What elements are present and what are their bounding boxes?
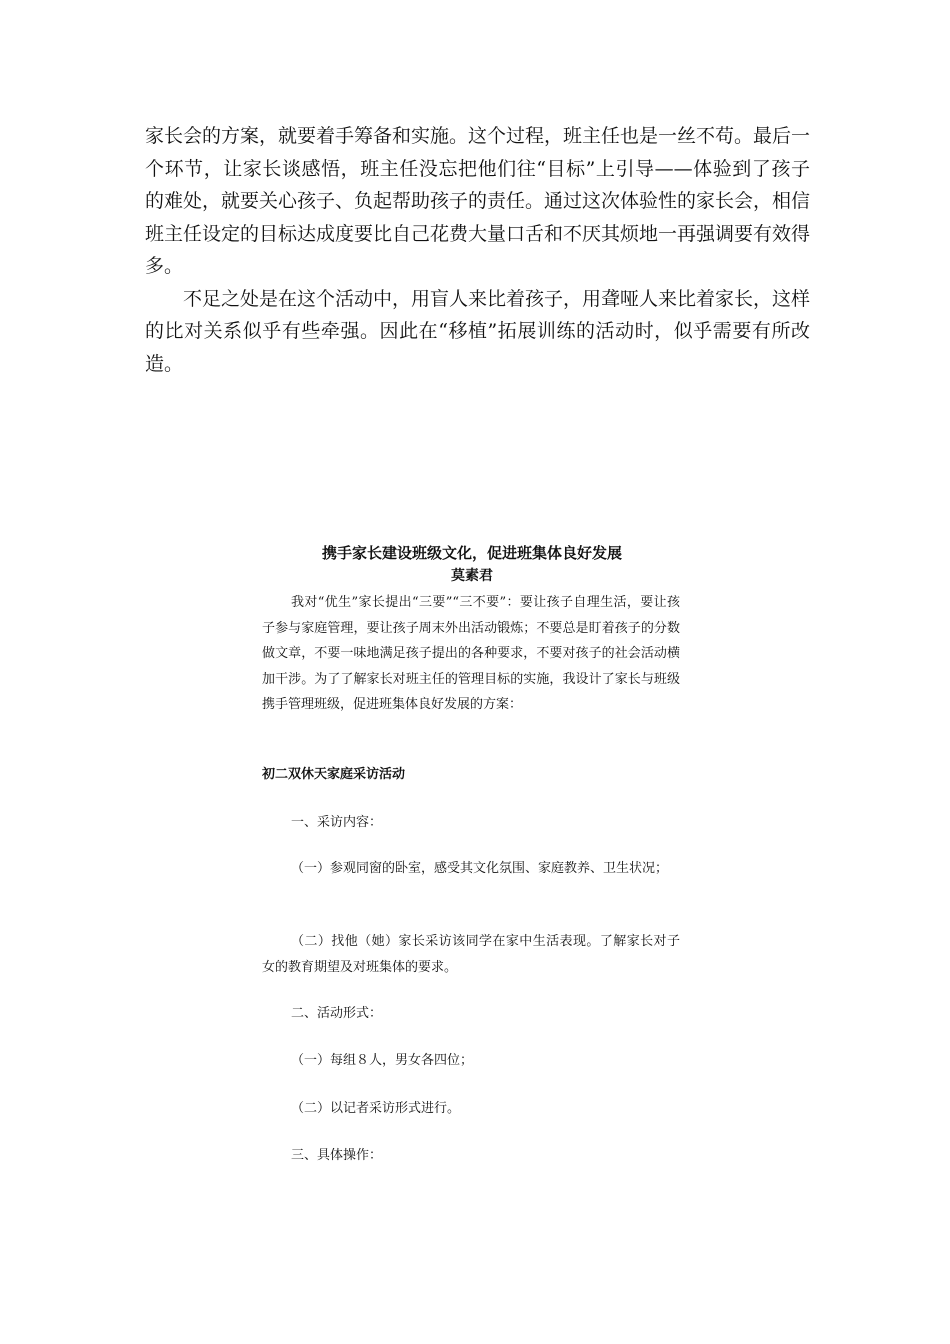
article-title: 携手家长建设班级文化，促进班集体良好发展 (321, 544, 622, 562)
list-item (262, 1048, 680, 1074)
section (262, 810, 680, 836)
section (262, 1143, 680, 1169)
section (262, 1001, 680, 1027)
previous-article-continuation (145, 120, 810, 380)
paragraph: 不足之处是在这个活动中，用盲人来比着孩子，用聋哑人来比着家长，这样的比对关系似乎有些牵强。因此在“移植”拓展训练的活动时，似乎需要有所改造。 (145, 287, 811, 375)
paragraph: 我对“优生”家长提出“三要”“三不要”：要让孩子自理生活，要让孩子参与家庭管理，要让孩子周末外出活动锻炼；不要总是盯着孩子的分数做文章，不要一味地满足孩子提出的各种要求，不要对孩子的社会活动横加干涉。为了了解家长对班主任的管理目标的实施，我设计了家长与班级携手管理班级，促进班集体良好发展的方案： (262, 595, 680, 712)
section-heading: 一、采访内容： (291, 815, 383, 830)
list-item-text: （二）以记者采访形式进行。 (291, 1101, 461, 1116)
section-heading: 初二双休天家庭采访活动 (262, 767, 406, 782)
paragraph: 家长会的方案，就要着手筹备和实施。这个过程，班主任也是一丝不苟。最后一个环节，让家长谈感悟，班主任没忘把他们往“目标”上引导——体验到了孩子的难处，就要关心孩子、负起帮助孩子的责任。通过这次体验性的家长会，相信班主任设定的目标达成度要比自己花费大量口舌和不厌其烦地一再强调要有效得多。 (145, 125, 811, 277)
list-item-text: （二）找他（她）家长采访该同学在家中生活表现。了解家长对子女的教育期望及对班集体的要求。 (262, 934, 680, 975)
article-author: 莫素君 (451, 568, 493, 584)
activity-heading (262, 762, 680, 788)
list-item (262, 929, 680, 980)
list-item (262, 856, 680, 882)
section-heading: 三、具体操作： (291, 1148, 383, 1163)
list-item-text: （一）每组８人，男女各四位； (291, 1053, 474, 1068)
article-intro (262, 590, 680, 718)
list-item-text: （一）参观同窗的卧室，感受其文化氛围、家庭教养、卫生状况； (291, 861, 669, 876)
section-heading: 二、活动形式： (291, 1006, 383, 1021)
list-item (262, 1096, 680, 1122)
